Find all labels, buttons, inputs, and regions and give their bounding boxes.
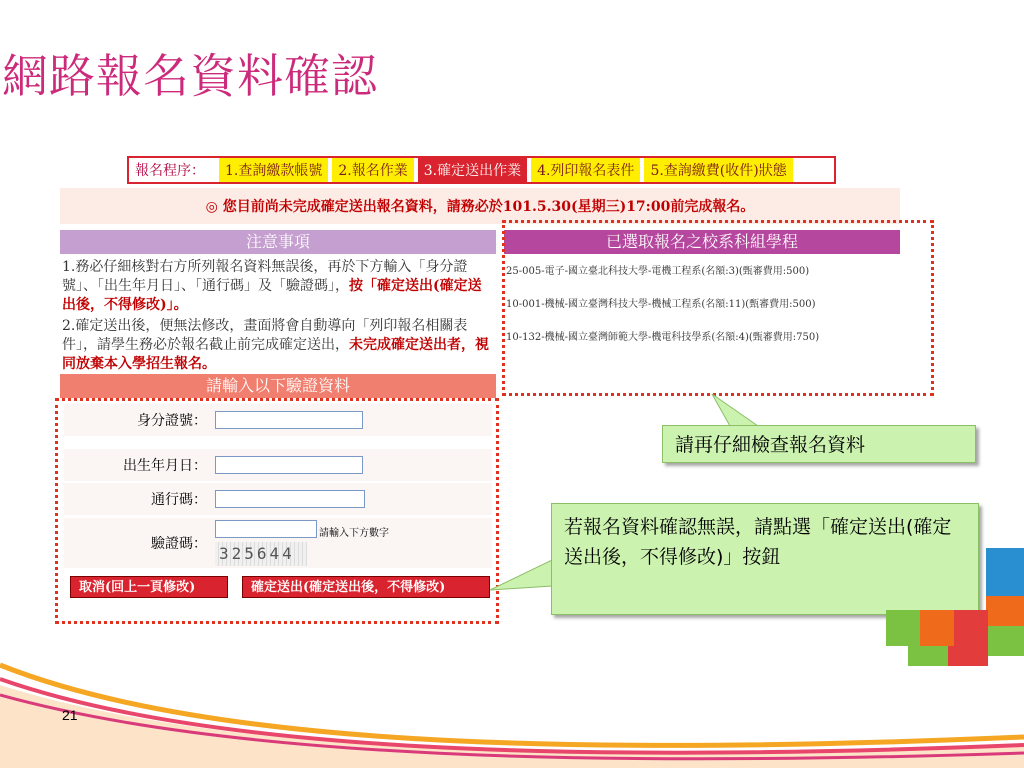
step-registration[interactable]: 2.報名作業 (332, 158, 413, 182)
registration-steps-bar (127, 156, 836, 184)
note-1-text: 1.務必仔細核對右方所列報名資料無誤後，再於下方輸入「身分證號」、「出生年月日」、「通行碼」及「驗證碼」， (62, 259, 468, 294)
note-2 (62, 317, 494, 374)
page-number: 21 (62, 707, 78, 723)
schools-highlight-frame (502, 220, 934, 396)
verify-header: 請輸入以下驗證資料 (60, 374, 496, 398)
captcha-image: 325644 (215, 542, 307, 566)
callout-check-pointer (712, 394, 758, 426)
form-highlight-frame (55, 398, 499, 624)
school-item: 25-005-電子-國立臺北科技大學-電機工程系(名額:3)(甄審費用:500) (506, 266, 810, 277)
cancel-button[interactable]: 取消(回上一頁修改) (70, 576, 228, 598)
callout-confirm-pointer (490, 560, 552, 590)
steps-label: 報名程序： (135, 163, 205, 179)
school-item: 10-132-機械-國立臺灣師範大學-機電科技學系(名額:4)(甄審費用:750) (506, 332, 820, 343)
deadline-warning: ◎ 您目前尚未完成確定送出報名資料，請務必於101.5.30(星期三)17:00前完成報名。 (60, 188, 900, 224)
captcha-hint: 請輸入下方數字 (319, 528, 389, 539)
step-print-forms[interactable]: 4.列印報名表件 (531, 158, 640, 182)
step-query-account[interactable]: 1.查詢繳款帳號 (219, 158, 328, 182)
id-label: 身分證號： (137, 413, 207, 429)
step-confirm-submit[interactable]: 3.確定送出作業 (418, 158, 527, 182)
footer-swoosh-decoration (0, 645, 1024, 768)
slide-title: 網路報名資料確認 (2, 49, 378, 103)
note-1 (62, 258, 494, 315)
confirm-instruction-callout: 若報名資料確認無誤，請點選「確定送出(確定送出後，不得修改)」按鈕 (551, 503, 979, 615)
note-2-emphasis: 未完成確定送出者，視同放棄本入學招生報名。 (62, 337, 489, 372)
dob-label: 出生年月日： (123, 458, 207, 474)
selected-schools-header: 已選取報名之校系科組學程 (504, 230, 900, 254)
pass-label: 通行碼： (151, 492, 207, 508)
note-1-emphasis: 按「確定送出(確定送出後，不得修改)」。 (62, 278, 482, 313)
note-2-text: 2.確定送出後，便無法修改，畫面將會自動導向「列印報名相關表件」，請學生務必於報名截止前完成確定送出， (62, 318, 468, 353)
notes-header: 注意事項 (60, 230, 496, 254)
step-payment-status[interactable]: 5.查詢繳費(收件)狀態 (644, 158, 792, 182)
confirm-submit-button[interactable]: 確定送出(確定送出後，不得修改) (242, 576, 490, 598)
school-item: 10-001-機械-國立臺灣科技大學-機械工程系(名額:11)(甄審費用:500) (506, 299, 816, 310)
captcha-label: 驗證碼： (151, 536, 207, 552)
check-data-callout: 請再仔細檢查報名資料 (662, 425, 976, 463)
notes-panel (62, 258, 494, 376)
